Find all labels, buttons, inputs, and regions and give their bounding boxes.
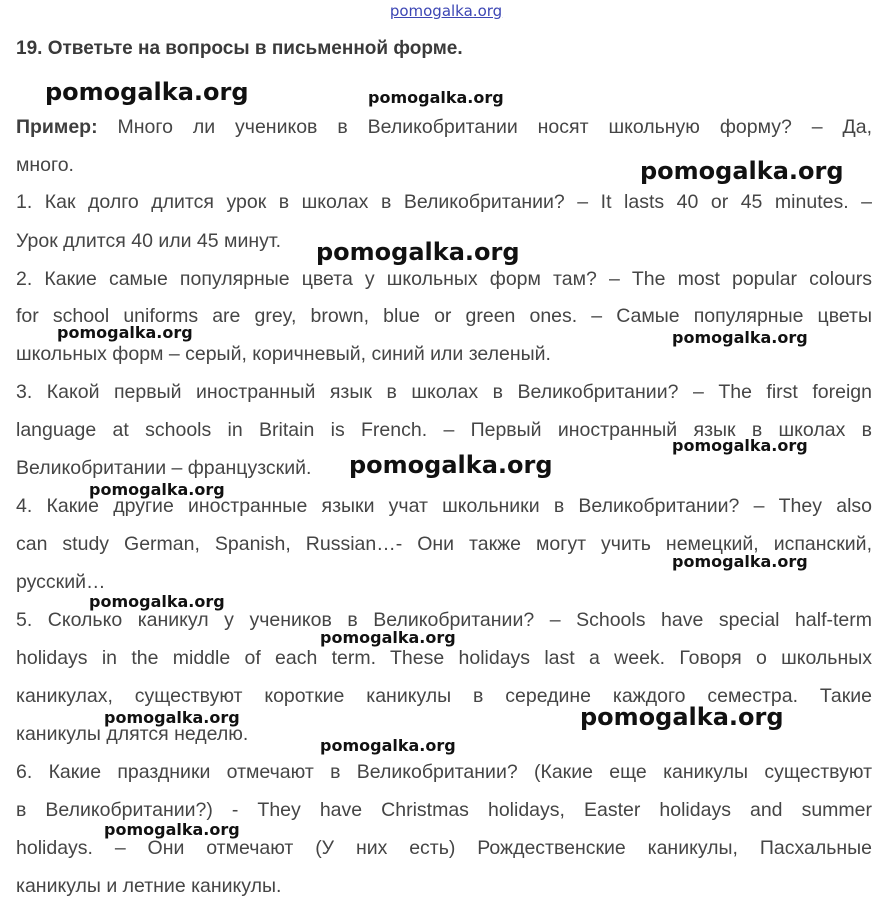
watermark: pomogalka.org [45,78,249,106]
answer-2-line-1: 2. Какие самые популярные цвета у школьных форм там? – The most popular colours [16,268,872,290]
watermark: pomogalka.org [316,238,520,266]
answer-4-line-1: 4. Какие другие иностранные языки учат школьники в Великобритании? – They also [16,495,872,517]
watermark: pomogalka.org [349,451,553,479]
example-label: Пример: [16,116,98,138]
answer-3-line-3: Великобритании – французский. [16,457,312,479]
example-line-1 [16,114,872,140]
watermark: pomogalka.org [89,592,225,611]
watermark: pomogalka.org [672,328,808,347]
site-header-link[interactable]: pomogalka.org [389,2,503,20]
watermark: pomogalka.org [320,736,456,755]
watermark: pomogalka.org [89,480,225,499]
answer-2-line-2: for school uniforms are grey, brown, blue or green ones. – Самые популярные цветы [16,305,872,327]
answer-3-line-1: 3. Какой первый иностранный язык в школах в Великобритании? – The first foreign [16,381,872,403]
answer-6-line-3: holidays. – Они отмечают (У них есть) Рождественские каникулы, Пасхальные [16,837,872,859]
answer-6-line-4: каникулы и летние каникулы. [16,875,282,897]
watermark: pomogalka.org [368,88,504,107]
answer-4-line-3: русский… [16,571,106,593]
answer-6-line-2: в Великобритании?) - They have Christmas holidays, Easter holidays and summer [16,799,872,821]
exercise-title: 19. Ответьте на вопросы в письменной форме. [16,38,463,59]
answer-1-line-2: Урок длится 40 или 45 минут. [16,230,282,252]
watermark: pomogalka.org [320,628,456,647]
watermark: pomogalka.org [672,552,808,571]
watermark: pomogalka.org [104,708,240,727]
watermark: pomogalka.org [672,436,808,455]
watermark: pomogalka.org [580,703,784,731]
answer-6-line-1: 6. Какие праздники отмечают в Великобритании? (Какие еще каникулы существуют [16,761,872,783]
answer-5-line-4: каникулы длятся неделю. [16,723,249,745]
example-question: Много ли учеников в Великобритании носят школьную форму? – Да, [117,116,872,138]
watermark: pomogalka.org [57,323,193,342]
answer-4-line-2: can study German, Spanish, Russian…- Они также могут учить немецкий, испанский, [16,533,872,555]
answer-3-line-2: language at schools in Britain is French. – Первый иностранный язык в школах в [16,419,872,441]
answer-2-line-3: школьных форм – серый, коричневый, синий или зеленый. [16,343,551,365]
watermark: pomogalka.org [104,820,240,839]
answer-5-line-1: 5. Сколько каникул у учеников в Великобритании? – Schools have special half-term [16,609,872,631]
answer-1-line-1: 1. Как долго длится урок в школах в Великобритании? – It lasts 40 or 45 minutes. – [16,191,872,213]
watermark: pomogalka.org [640,157,844,185]
answer-5-line-3: каникулах, существуют короткие каникулы в середине каждого семестра. Такие [16,685,872,707]
example-line-2: много. [16,154,74,176]
answer-5-line-2: holidays in the middle of each term. These holidays last a week. Говоря о школьных [16,647,872,669]
